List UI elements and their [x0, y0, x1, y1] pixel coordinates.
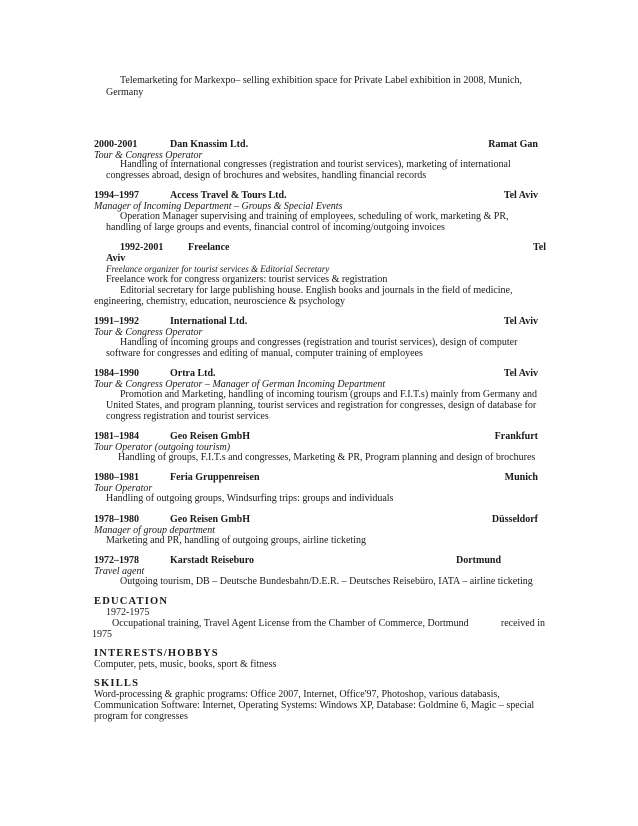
job-role: Tour & Congress Operator: [94, 327, 203, 338]
job-city: Tel Aviv: [503, 190, 538, 201]
job-role: Travel agent: [94, 566, 145, 577]
job-years: 1972–1978: [94, 555, 139, 566]
job-description: Handling of groups, F.I.T.s and congresses, Marketing & PR, Program planning and design of brochures: [118, 452, 536, 463]
job-city: Frankfurt: [494, 431, 538, 442]
job-company: Karstadt Reiseburo: [170, 555, 254, 566]
job-city: Dortmund: [456, 555, 502, 566]
job-city-continued: Aviv: [106, 253, 126, 264]
job-description: handling of large groups and events, financial control of incoming/outgoing invoices: [106, 222, 445, 233]
job-role: Tour & Congress Operator – Manager of German Incoming Department: [94, 379, 386, 390]
skills-line-1: Word-processing & graphic programs: Office 2007, Internet, Office'97, Photoshop, various databasis,: [94, 689, 500, 700]
job-city: Tel Aviv: [503, 368, 538, 379]
section-heading-interests: INTERESTS/HOBBYS: [94, 648, 219, 659]
skills-line-3: program for congresses: [94, 711, 188, 722]
job-years: 1991–1992: [94, 316, 139, 327]
job-city: Düsseldorf: [491, 514, 538, 525]
job-city: Tel Aviv: [503, 316, 538, 327]
job-role: Manager of group department: [94, 525, 216, 536]
education-year-end: 1975: [92, 629, 112, 640]
job-company: Dan Knassim Ltd.: [170, 139, 249, 150]
education-received: received in: [500, 618, 545, 629]
skills-line-2: Communication Software: Internet, Operating Systems: Windows XP, Database: Goldmine 6, Magic – special: [94, 700, 535, 711]
job-years: 1992-2001: [120, 242, 164, 253]
job-years: 1994–1997: [94, 190, 139, 201]
job-company: Access Travel & Tours Ltd.: [170, 190, 287, 201]
job-role: Tour Operator: [94, 483, 153, 494]
intro-line-2: Germany: [106, 87, 144, 98]
job-years: 1980–1981: [94, 472, 139, 483]
education-text: Occupational training, Travel Agent License from the Chamber of Commerce, Dortmund: [112, 618, 469, 629]
job-city: Tel: [533, 242, 546, 253]
job-city: Munich: [504, 472, 538, 483]
section-heading-education: EDUCATION: [94, 596, 169, 607]
job-role: Tour & Congress Operator: [94, 150, 203, 161]
job-years: 1981–1984: [94, 431, 139, 442]
job-company: Feria Gruppenreisen: [170, 472, 260, 483]
job-years: 1978–1980: [94, 514, 139, 525]
intro-line-1: Telemarketing for Markexpo– selling exhibition space for Private Label exhibition in 2008, Munich,: [120, 75, 522, 86]
job-role: Manager of Incoming Department – Groups & Special Events: [94, 201, 343, 212]
job-years: 2000-2001: [94, 139, 138, 150]
job-role: Freelance organizer for tourist services & Editorial Secretary: [106, 264, 330, 274]
job-company: International Ltd.: [170, 316, 248, 327]
job-role: Tour Operator (outgoing tourism): [94, 442, 231, 453]
job-description: Marketing and PR, handling of outgoing groups, airline ticketing: [106, 535, 366, 546]
job-description: Freelance work for congress organizers: tourist services & registration: [106, 274, 388, 285]
job-city: Ramat Gan: [488, 139, 538, 150]
job-description: software for congresses and editing of manual, computer training of employees: [106, 348, 423, 359]
job-company: Geo Reisen GmbH: [170, 431, 250, 442]
education-years: 1972-1975: [106, 607, 150, 618]
job-description: congresses abroad, design of brochures and websites, handling financial records: [106, 170, 427, 181]
job-description: United States, and program planning, tourist services and registration for congresses, design of database for: [106, 400, 537, 411]
job-description: Handling of incoming groups and congresses (registration and tourist services), design of computer: [120, 337, 518, 348]
job-company: Geo Reisen GmbH: [170, 514, 250, 525]
job-description: Operation Manager supervising and training of employees, scheduling of work, marketing & PR,: [120, 211, 509, 222]
job-description: Editorial secretary for large publishing house. English books and journals in the field of medicine,: [120, 285, 513, 296]
job-description: Promotion and Marketing, handling of incoming tourism (groups and F.I.T.s) mainly from Germany and: [120, 389, 538, 400]
job-description: congress registration and tourist services: [106, 411, 269, 422]
section-heading-skills: SKILLS: [94, 678, 140, 689]
job-description: Outgoing tourism, DB – Deutsche Bundesbahn/D.E.R. – Deutsches Reisebüro, IATA – airline ticketing: [120, 576, 533, 587]
job-company: Ortra Ltd.: [170, 368, 216, 379]
job-description: Handling of outgoing groups, Windsurfing trips: groups and individuals: [106, 493, 394, 504]
interests-text: Computer, pets, music, books, sport & fitness: [94, 659, 277, 670]
job-description: Handling of international congresses (registration and tourist services), marketing of international: [120, 159, 511, 170]
job-description: engineering, chemistry, education, neuroscience & psychology: [94, 296, 345, 307]
job-company: Freelance: [188, 242, 230, 253]
job-years: 1984–1990: [94, 368, 139, 379]
